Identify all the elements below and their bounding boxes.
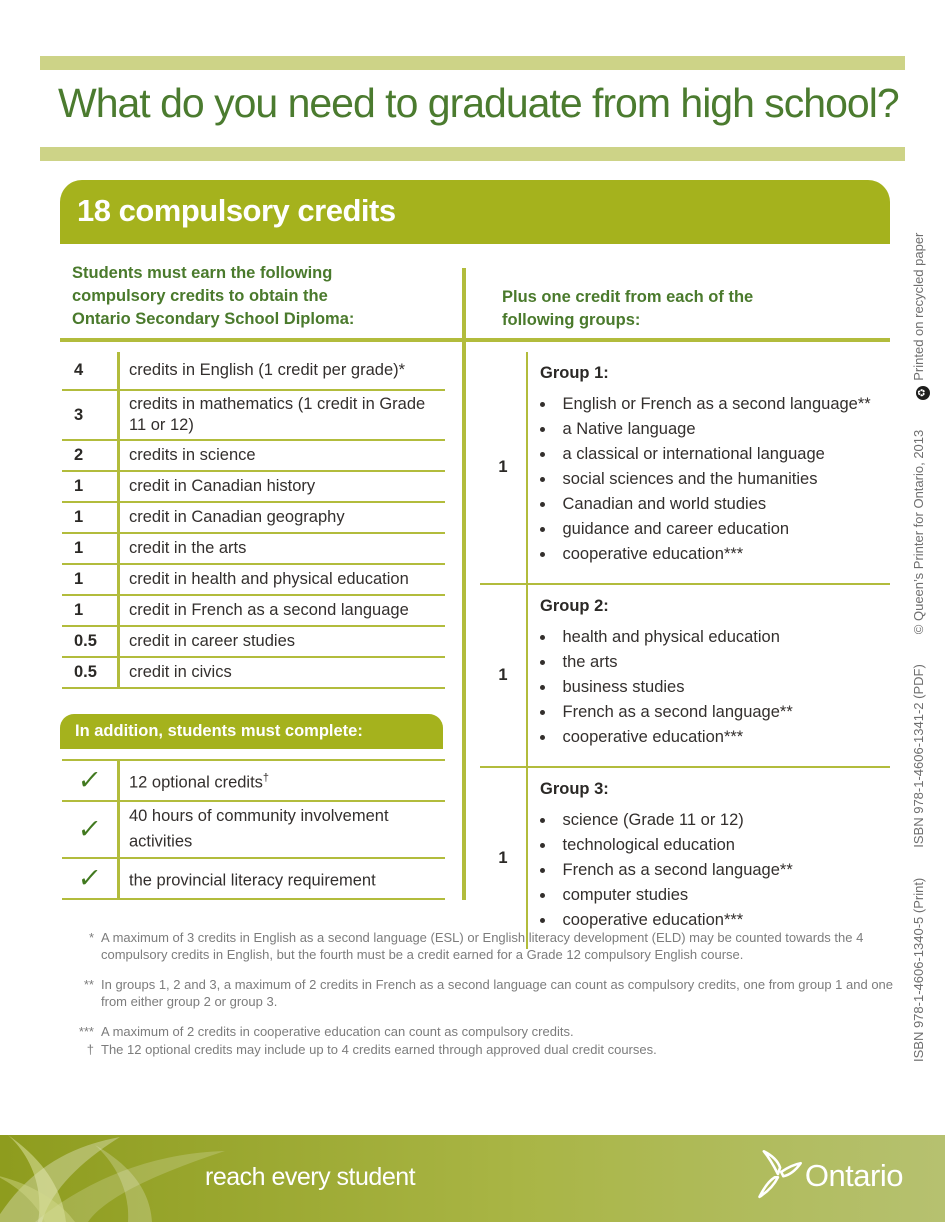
ontario-logo bbox=[755, 1147, 903, 1199]
group-title: Group 2: bbox=[540, 597, 609, 615]
footnote-marker: † bbox=[86, 1042, 94, 1057]
recycled-paper-text: Printed on recycled paper bbox=[911, 232, 926, 381]
credit-count: 0.5 bbox=[74, 663, 97, 681]
credit-count: 1 bbox=[74, 539, 84, 557]
footnote-text: In groups 1, 2 and 3, a maximum of 2 credits in French as a second language can count as compulsory credits, one from group 1 and one from either group 2 or group 3. bbox=[101, 977, 894, 1009]
footnote-marker: * bbox=[88, 930, 94, 945]
recycled-paper-icon: ♻ bbox=[916, 386, 930, 400]
list-item: • French as a second language** bbox=[540, 700, 890, 725]
addition-header-band bbox=[60, 714, 443, 749]
list-item: • French as a second language** bbox=[540, 858, 890, 883]
list-item: • the arts bbox=[540, 650, 890, 675]
compulsory-credits-table bbox=[62, 352, 445, 689]
credit-count: 1 bbox=[74, 570, 84, 588]
group-content bbox=[526, 352, 890, 583]
group-1-row bbox=[480, 352, 890, 583]
footnote bbox=[62, 1023, 907, 1040]
list-item: • Canadian and world studies bbox=[540, 492, 890, 517]
ontario-logo-text: Ontario bbox=[804, 1158, 903, 1193]
group-credit-count: 1 bbox=[498, 458, 508, 476]
page-title: What do you need to graduate from high school? bbox=[58, 80, 899, 126]
requirement-text: the provincial literacy requirement bbox=[129, 871, 376, 890]
footnotes-block bbox=[62, 929, 907, 1058]
group-course-list bbox=[540, 625, 890, 750]
footnote bbox=[62, 976, 907, 1010]
credit-description: credit in the arts bbox=[129, 539, 247, 557]
list-item: • cooperative education*** bbox=[540, 542, 890, 567]
publication-info-vertical bbox=[911, 232, 930, 1062]
title-accent-bar bbox=[40, 147, 905, 161]
requirement-text: 12 optional credits† bbox=[129, 771, 270, 792]
list-item: • a classical or international language bbox=[540, 442, 890, 467]
credit-groups-table bbox=[480, 352, 890, 949]
credit-description: credit in health and physical education bbox=[129, 570, 409, 588]
top-accent-bar bbox=[40, 56, 905, 70]
credit-count: 2 bbox=[74, 446, 84, 464]
footnote-text: A maximum of 3 credits in English as a second language (ESL) or English literacy development (ELD) may be counted towards the 4 compulsory credits in English, but the fourth must be a credit earned for a Grade 12 compulsory English course. bbox=[101, 930, 864, 962]
group-title: Group 1: bbox=[540, 364, 609, 382]
credit-count: 3 bbox=[74, 405, 84, 424]
group-content bbox=[526, 585, 890, 766]
credit-count: 0.5 bbox=[74, 632, 97, 650]
list-item: • science (Grade 11 or 12) bbox=[540, 808, 890, 833]
footnote-marker: ** bbox=[83, 977, 94, 992]
footnote-text: The 12 optional credits may include up to 4 credits earned through approved dual credit courses. bbox=[101, 1042, 657, 1057]
credit-count: 1 bbox=[74, 601, 84, 619]
left-column-intro: Students must earn the following compulsory credits to obtain the Ontario Secondary School Diploma: bbox=[72, 264, 355, 328]
group-credit-count: 1 bbox=[498, 666, 508, 684]
list-item: • business studies bbox=[540, 675, 890, 700]
credit-count: 1 bbox=[74, 477, 84, 495]
list-item: • computer studies bbox=[540, 883, 890, 908]
section-header-band bbox=[60, 180, 890, 244]
list-item: • a Native language bbox=[540, 417, 890, 442]
group-2-row bbox=[480, 583, 890, 766]
credit-count: 1 bbox=[74, 508, 84, 526]
footnote bbox=[62, 1041, 907, 1058]
footnote bbox=[62, 929, 907, 963]
footer-band bbox=[0, 1135, 945, 1222]
checkmark-icon: ✓ bbox=[76, 863, 103, 893]
section-header-text: 18 compulsory credits bbox=[77, 193, 396, 228]
list-item: • health and physical education bbox=[540, 625, 890, 650]
credit-description: credit in Canadian geography bbox=[129, 508, 345, 526]
credits-table-vertical-line bbox=[117, 352, 120, 689]
credit-description: credits in science bbox=[129, 446, 256, 464]
group-course-list bbox=[540, 392, 890, 567]
footnote-marker: *** bbox=[78, 1024, 94, 1039]
list-item: • technological education bbox=[540, 833, 890, 858]
column-divider-line bbox=[462, 268, 466, 900]
list-item: • guidance and career education bbox=[540, 517, 890, 542]
footnote-text: A maximum of 2 credits in cooperative education can count as compulsory credits. bbox=[101, 1024, 574, 1039]
addition-requirements-table bbox=[62, 759, 445, 900]
group-credit-count: 1 bbox=[498, 849, 508, 867]
list-item: • cooperative education*** bbox=[540, 725, 890, 750]
isbn-pdf: ISBN 978-1-4606-1341-2 (PDF) bbox=[911, 664, 926, 848]
check-table-vertical-line bbox=[117, 761, 120, 900]
checkmark-icon: ✓ bbox=[76, 765, 103, 795]
group-title: Group 3: bbox=[540, 780, 609, 798]
credit-count: 4 bbox=[74, 361, 84, 379]
list-item: • cooperative education*** bbox=[540, 908, 890, 933]
heading-rule-line bbox=[60, 338, 890, 342]
credit-description: credit in civics bbox=[129, 663, 232, 681]
credit-description: credits in mathematics (1 credit in Grade 11 or 12) bbox=[129, 395, 426, 434]
list-item: • English or French as a second language** bbox=[540, 392, 890, 417]
group-course-list bbox=[540, 808, 890, 933]
tagline-text: reach every student bbox=[205, 1163, 416, 1191]
requirement-text: 40 hours of community involvement activities bbox=[129, 807, 389, 851]
credit-description: credit in French as a second language bbox=[129, 601, 409, 619]
list-item: • social sciences and the humanities bbox=[540, 467, 890, 492]
group-content bbox=[526, 768, 890, 949]
addition-header-text: In addition, students must complete: bbox=[75, 722, 363, 740]
checkmark-icon: ✓ bbox=[76, 814, 103, 844]
credit-description: credit in Canadian history bbox=[129, 477, 316, 495]
copyright-notice: © Queen’s Printer for Ontario, 2013 bbox=[911, 429, 926, 635]
dagger-marker: † bbox=[262, 771, 270, 784]
credit-description: credit in career studies bbox=[129, 632, 295, 650]
ontario-trillium-icon bbox=[755, 1147, 803, 1199]
isbn-print: ISBN 978-1-4606-1340-5 (Print) bbox=[911, 877, 926, 1062]
credit-description: credits in English (1 credit per grade)* bbox=[129, 361, 406, 379]
right-column-intro: Plus one credit from each of the following groups: bbox=[502, 288, 754, 329]
group-3-row bbox=[480, 766, 890, 949]
